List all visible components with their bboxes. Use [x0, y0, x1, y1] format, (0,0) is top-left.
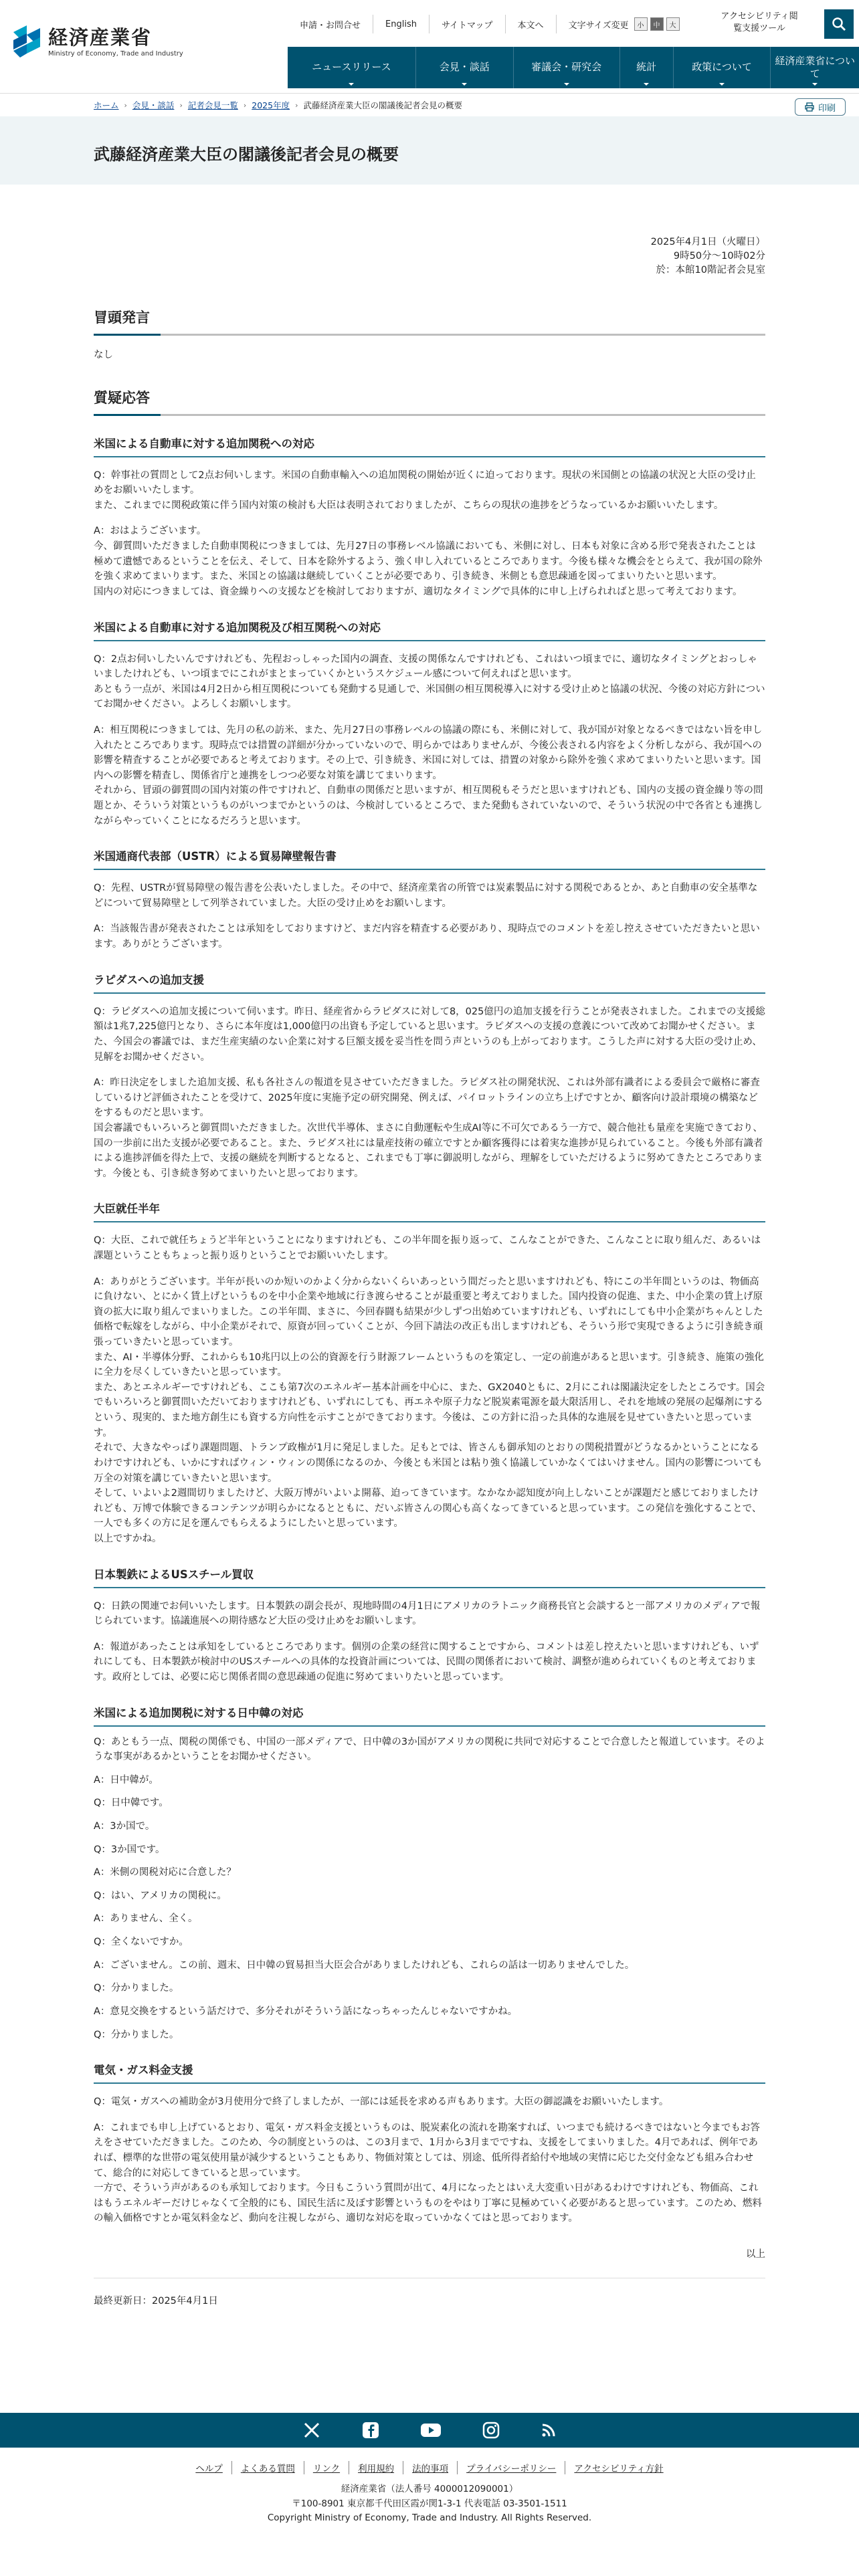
- qa-line: 今、御質問いただきました自動車関税につきましては、先月27日の事務レベル協議においても、米側に対し、日本も対象に含める形で発表されたことは極めて遺憾であるということを伝え、そして、日本を除外するよう、強く申し入れているところであります。今後も様々な機会をとらえて、我が国の除外を強く求めてまいります。また、米国との協議は継続していくことが必要であり、引き続き、米側とも意思疎通を図ってまいりたいと思います。: [94, 541, 763, 582]
- breadcrumb-separator-icon: ›: [295, 100, 298, 110]
- qa-line: A：米側の関税対応に合意した？: [94, 1867, 236, 1879]
- qa-section-heading: 大臣就任半年: [94, 1200, 765, 1222]
- printer-icon: [805, 102, 814, 112]
- logo-ja-text: 経済産業省: [48, 26, 153, 49]
- qa-paragraph: [94, 1275, 765, 1547]
- social-links: [0, 2413, 859, 2448]
- qa-paragraph: [94, 1842, 765, 1858]
- search-button[interactable]: [824, 9, 854, 39]
- qa-paragraph: [94, 881, 765, 911]
- qa-line: Q：大臣、これで就任ちょうど半年ということになりますけれども、この半年間を振り返って、こんなことができた、こんなことに取り組んだ、あるいは課題ということもちょっと振り返りということでお願いいたします。: [94, 1235, 761, 1261]
- site-footer: [0, 2413, 859, 2576]
- font-size-label: 文字サイズ変更: [568, 20, 629, 31]
- main-content: [94, 235, 765, 2307]
- footer-links: [0, 2461, 859, 2474]
- conference-meta: [94, 235, 765, 278]
- qa-paragraph: [94, 1004, 765, 1065]
- opening-text: なし: [94, 350, 113, 361]
- qa-line: Q：日中韓です。: [94, 1798, 169, 1809]
- qa-line: A：3か国で。: [94, 1821, 155, 1832]
- font-size-small-button[interactable]: 小: [634, 17, 648, 31]
- qa-paragraph: [94, 1958, 765, 1973]
- qa-paragraph: [94, 1599, 765, 1629]
- font-size-control: [557, 15, 692, 33]
- footer-org: 経済産業省（法人番号 4000012090001）: [341, 2484, 518, 2494]
- site-logo[interactable]: [11, 24, 183, 62]
- breadcrumb-separator-icon: ›: [124, 100, 127, 110]
- qa-line: A：意見交換をするという話だけで、多分それがそういう話になっちゃったんじゃないですかね。: [94, 2006, 518, 2017]
- qa-line: Q：幹事社の質問として2点お伺いします。米国の自動車輸入への追加関税の開始が近くに迫っております。現状の米国側との協議の状況と大臣の受け止めをお願いいたします。: [94, 469, 756, 496]
- qa-line: Q：電気・ガスへの補助金が3月使用分で終了しましたが、一部には延長を求める声もあります。大臣の御認識をお願いいたします。: [94, 2097, 669, 2108]
- qa-paragraph: [94, 1796, 765, 1811]
- nav-statistics[interactable]: 統計: [620, 47, 674, 88]
- footer-link-help[interactable]: ヘルプ: [187, 2461, 232, 2474]
- facebook-icon[interactable]: [361, 2421, 380, 2440]
- opening-heading: 冒頭発言: [94, 307, 765, 336]
- breadcrumb-separator-icon: ›: [243, 100, 247, 110]
- qa-paragraph: [94, 1640, 765, 1685]
- qa-line: あともう一点が、米国は4月2日から相互関税についても発動する見通しで、米国側の相互関税導入に対する受け止めと協議の状況、今後の対応方針についてお聞かせください。よろしくお願いします。: [94, 683, 765, 710]
- qa-line: それから、冒頭の御質問の国内対策の件ですけれど、自動車の関係だと思いますが、相互関税もそうだと思いますけれども、国内の支援の資金繰り等の問題とか、そういう対策というものがいつまでかというのは、今検討しているところで、また発動もされていないので、そういう状況の中で各省とも連携しながらやっていくことになるだろうと思います。: [94, 785, 763, 827]
- utility-links: [288, 9, 692, 39]
- qa-paragraph: [94, 1889, 765, 1904]
- qa-line: Q：3か国です。: [94, 1844, 165, 1855]
- qa-paragraph: [94, 1075, 765, 1181]
- page-title: 武藤経済産業大臣の閣議後記者会見の概要: [94, 145, 399, 164]
- qa-paragraph: [94, 1981, 765, 1996]
- print-button[interactable]: [795, 98, 846, 116]
- qa-paragraph: [94, 1773, 765, 1788]
- qa-line: A：相互関税につきましては、先月の私の訪米、また、先月27日の事務レベルの協議の際にも、米側に対して、我が国が対象となるべきではない旨を申し入れたところであります。現時点では措置の詳細が分かっていないので、明らかではありませんが、今後公表される内容をよく分析しながら、我が国への影響を精査することが必要であると考えております。その上で、引き続き、米国に対しては、措置の対象から除外を強く求めてまいりたいと思います。国内への影響を精査し、関係省庁と連携をしつつ必要な対策を講じてまいります。: [94, 724, 763, 781]
- conference-time: 9時50分～10時02分: [673, 251, 765, 262]
- nav-press-conferences[interactable]: 会見・談話: [416, 47, 514, 88]
- qa-line: また、あとエネルギーですけれども、ここも第7次のエネルギー基本計画を中心に、また、GX2040ともに、2月にこれは閣議決定をしたところです。国会でもいろいろと御質問いただいておりますけれども、いずれにしても、再エネや原子力など脱炭素電源を最大限活用し、それを地域の発展の起爆剤にするという、現実的、また地方創生にも資する方向性を示すことができております。今後は、この方針に沿った具体的な進展を見せていきたいと思っています。: [94, 1382, 765, 1438]
- qa-paragraph: [94, 2121, 765, 2226]
- qa-paragraph: [94, 1911, 765, 1927]
- nav-councils[interactable]: 審議会・研究会: [514, 47, 620, 88]
- qa-section-heading: 米国による自動車に対する追加関税及び相互関税への対応: [94, 619, 765, 641]
- qa-section-heading: 米国通商代表部（USTR）による貿易障壁報告書: [94, 847, 765, 870]
- footer-link-faq[interactable]: よくある質問: [232, 2461, 304, 2474]
- qa-line: 一方で、そういう声があるのも承知しております。今日もこういう質問が出て、4月になったとはいえ大変重い日があるわけですけれども、物価高、これはもうエネルギーだけじゃなくて全般的にも、国民生活に及ぼす影響というものをやはり丁寧に見極めていく必要があると思っています。このため、燃料の輸入価格ですとか電気料金など、動向を注視しながら、適切な対応を取っていかなくてはと思っております。: [94, 2183, 762, 2224]
- qa-paragraph: [94, 2004, 765, 2020]
- qa-line: Q：分かりました。: [94, 1983, 179, 1994]
- qa-paragraph: [94, 524, 765, 599]
- footer-link-privacy[interactable]: プライバシーポリシー: [458, 2461, 565, 2474]
- breadcrumb-separator-icon: ›: [179, 100, 183, 110]
- end-marker: 以上: [746, 2249, 765, 2260]
- qa-heading: 質疑応答: [94, 387, 765, 416]
- qa-line: A：これまでも申し上げているとおり、電気・ガス料金支援というものは、脱炭素化の流れを勘案すれば、いつまでも続けるべきではないと今までもお答えをさせていただきました。このため、今の制度というのは、この3月まで、1月から3月までですね、支援をしてまいりました。4月であれば、例年であれば、標準的な世帯の電気使用量が減少するということもあり、物価対策としては、別途、低所得者給付や地域の実情に応じた交付金なども組み合わせて、総合的に対応してきていると思っています。: [94, 2122, 760, 2179]
- qa-line: Q：ラピダスへの追加支援について伺います。昨日、経産省からラピダスに対して8，025億円の追加支援を行うことが発表されました。これまでの支援総額は1兆7,225億円となり、さらに本年度は1,000億円の出資も予定していると思います。ラピダスへの支援の意義について改めてお聞かせください。また、今国会の審議では、まだ生産実績のない企業に対する巨額支援を妥当性を問う声というのも上がっております。こうした声に対する大臣の受け止め、見解をお聞かせください。: [94, 1006, 765, 1063]
- qa-paragraph: [94, 922, 765, 952]
- footer-postal-address: 〒100-8901 東京都千代田区霞が関1-3-1 代表電話 03-3501-1511: [292, 2498, 567, 2509]
- qa-line: Q：日鉄の関連でお伺いいたします。日本製鉄の副会長が、現地時間の4月1日にアメリカのラトニック商務長官と会談すると一部アメリカのメディアで報じられています。協議進展への期待感など大臣の受け止めをお願いします。: [94, 1600, 761, 1627]
- util-link-sitemap[interactable]: サイトマップ: [430, 15, 506, 33]
- site-header: [0, 0, 859, 94]
- qa-line: A：ございません。この前、週末、日中韓の貿易担当大臣会合がありましたけれども、これらの話は一切ありませんでした。: [94, 1959, 635, 1971]
- qa-line: A：ありがとうございます。半年が長いのか短いのかよく分からないくらいあっという間だったと思いますけれども、特にこの半年間というのは、物価高に負けない、とにかく賃上げというものを中小企業や地域に行き渡らせることが最重要と考えておりました。国内投資の促進、また、中小企業の賃上げ原資の拡大に取り組んでまいりました。この半年間、まさに、今回春闘も結果が少しずつ出始めていますけれども、いずれにしても中小企業がちゃんとした価格で転嫁をしながら、中小企業がそれで、原資が回っていくことが、今回下請法の改正も出しますけれども、そういう形で実現できるように引き続き頑張っていきたいと思っています。: [94, 1276, 763, 1348]
- qa-line: A：当該報告書が発表されたことは承知をしておりますけど、まだ内容を精査する必要があり、現時点でのコメントを差し控えさせていただきたいと思います。ありがとうございます。: [94, 924, 760, 950]
- qa-line: 国会審議でもいろいろと御質問いただきました。次世代半導体、まさに自動運転や生成AI等に不可欠であるう一方で、競合他社も量産を実施できており、国の一歩前に出た支援が必要であること。また、ラピダス社には量産技術の確立ですとか顧客獲得には着実な進捗が見られていること。今後も外部有識者による進捗評価を得た上で、支援の継続を判断するとなると、これまでも丁寧に御説明しながら、理解をしていただけるように努めてきたところであります。今後とも、引き続き努めてまいりたいと思っております。: [94, 1122, 763, 1179]
- breadcrumb-press-list[interactable]: 記者会見一覧: [187, 100, 238, 110]
- qa-line: それで、大きなやっぱり課題問題、トランプ政権が1月に発足しました。足もとでは、皆さんも御承知のとおりの関税措置がどうなるかということになるわけですけれども、いかにすればウィン・ウィンの関係になるのか、今後とも米国とは粘り強く協議していかなくてはいけません。国内の影響についても万全の対策を講じていきたいと思います。: [94, 1442, 763, 1484]
- qa-line: 以上ですかね。: [94, 1533, 162, 1544]
- qa-sections: [94, 435, 765, 2226]
- print-label: 印刷: [818, 103, 836, 114]
- qa-section-heading: 日本製鉄によるUSスチール買収: [94, 1566, 765, 1588]
- qa-line: Q：あともう一点、関税の関係でも、中国の一部メディアで、日中韓の3か国がアメリカの関税に共同で対応することで合意したと報道しています。そのような事実があるかということをお聞かせください。: [94, 1736, 765, 1763]
- search-icon: [832, 17, 846, 31]
- meti-logo-icon: [11, 24, 43, 62]
- qa-section-heading: 米国による追加関税に対する日中韓の対応: [94, 1704, 765, 1727]
- qa-line: A：報道があったことは承知をしているところであります。個別の企業の経営に関することですから、コメントは差し控えたいと思いますけれども、いずれにしても、日本製鉄が検討中のUSスチールへの具体的な投資計画については、民間の関係者において検討、調整が進められていくものと考えております。政府としては、必要に応じ関係者間の意思疎通の促進に努めてまいりたいと思っています。: [94, 1641, 759, 1683]
- conference-date: 2025年4月1日（火曜日）: [650, 237, 765, 247]
- qa-section-heading: 電気・ガス料金支援: [94, 2061, 765, 2084]
- breadcrumb-conferences[interactable]: 会見・談話: [132, 100, 175, 110]
- qa-line: A：おはようございます。: [94, 526, 207, 537]
- util-link-english[interactable]: English: [373, 15, 430, 33]
- qa-paragraph: [94, 1935, 765, 1950]
- qa-line: A：昨日決定をしました追加支援、私も各社さんの報道を見させていただきました。ラピダス社の開発状況、これは外部有識者による委員会で厳格に審査しているけど評価されたことを受けて、2025年度に実施予定の研究開発、例えば、パイロットラインの立ち上げですとか、顧客向け設計環境の構築などをするものだと思います。: [94, 1077, 760, 1119]
- rss-icon[interactable]: [541, 2422, 557, 2438]
- nav-about-meti[interactable]: 経済産業省について: [771, 47, 859, 88]
- page-title-banner: [0, 116, 859, 185]
- qa-line: Q：分かりました。: [94, 2029, 179, 2040]
- breadcrumb-current: 武藤経済産業大臣の閣議後記者会見の概要: [303, 100, 462, 110]
- footer-copyright: Copyright Ministry of Economy, Trade and Industry. All Rights Reserved.: [267, 2512, 592, 2524]
- footer-link-accessibility[interactable]: アクセシビリティ方針: [574, 2464, 664, 2474]
- qa-paragraph: [94, 1233, 765, 1263]
- qa-paragraph: [94, 2095, 765, 2110]
- breadcrumb-fy2025[interactable]: 2025年度: [252, 100, 290, 110]
- qa-paragraph: [94, 2028, 765, 2043]
- conference-place: 於：本館10階記者会見室: [656, 265, 765, 276]
- qa-line: 国内の対応につきましては、資金繰りへの支援などを検討しておりますが、適切なタイミングで具体的に申し上げられればと思って考えております。: [94, 586, 743, 597]
- font-size-medium-button[interactable]: 中: [650, 17, 664, 31]
- font-size-large-button[interactable]: 大: [666, 17, 680, 31]
- nav-news-release[interactable]: ニュースリリース: [288, 47, 416, 88]
- qa-paragraph: [94, 652, 765, 712]
- breadcrumb-bar: [0, 94, 859, 116]
- qa-section-heading: 米国による自動車に対する追加関税への対応: [94, 435, 765, 457]
- qa-section-heading: ラピダスへの追加支援: [94, 971, 765, 994]
- qa-paragraph: [94, 1735, 765, 1765]
- logo-en-text: Ministry of Economy, Trade and Industry: [48, 50, 183, 58]
- qa-line: A：ありません、全く。: [94, 1913, 198, 1925]
- footer-address: [0, 2482, 859, 2526]
- util-link-skip-to-content[interactable]: 本文へ: [506, 15, 557, 33]
- x-icon[interactable]: [302, 2421, 321, 2440]
- qa-paragraph: [94, 1865, 765, 1881]
- global-nav: [288, 47, 859, 88]
- qa-line: Q：2点お伺いしたいんですけれども、先程おっしゃった国内の調査、支援の関係なんですけれども、これはいつ頃までに、適切なタイミングとおっしゃいましたけれども、いつ頃までにこれがまとまっていくかというスケジュール感について何えればと思います。: [94, 653, 757, 680]
- footer-link-links[interactable]: リンク: [304, 2461, 349, 2474]
- qa-paragraph: [94, 1819, 765, 1834]
- last-updated: 最終更新日：2025年4月1日: [94, 2278, 765, 2307]
- breadcrumb: [94, 99, 462, 111]
- youtube-icon[interactable]: [420, 2422, 442, 2438]
- qa-paragraph: [94, 468, 765, 514]
- qa-line: Q：全くないですか。: [94, 1937, 189, 1948]
- util-link-inquiry[interactable]: 申請・お問合せ: [288, 15, 373, 33]
- qa-paragraph: [94, 723, 765, 829]
- qa-line: A：日中韓が。: [94, 1774, 159, 1786]
- accessibility-tool-link[interactable]: アクセシビリティ閲覧支援ツール: [721, 11, 798, 33]
- nav-policy[interactable]: 政策について: [674, 47, 771, 88]
- footer-link-legal[interactable]: 法的事項: [403, 2461, 458, 2474]
- breadcrumb-home[interactable]: ホーム: [94, 100, 119, 110]
- instagram-icon[interactable]: [482, 2421, 500, 2440]
- qa-line: Q：はい、アメリカの関税に。: [94, 1890, 227, 1901]
- qa-line: Q：先程、USTRが貿易障壁の報告書を公表いたしました。その中で、経済産業省の所管では炭素製品に対する関税であるとか、あと自動車の安全基準などについて貿易障壁として列挙されていました。大臣の受け止めをお願いします。: [94, 883, 758, 909]
- qa-line: また、これまでに関税政策に伴う国内対策の検討も大臣は表明されておりましたが、こちらの現状の進捗をどうなっているかお願いいたします。: [94, 500, 724, 511]
- qa-line: そして、いよいよ2週間切りましたけど、大阪万博がいよいよ開幕、迫ってきています。なかなか認知度が向上しないことが課題だと感じておりましたけれども、万博で体験できるコンテンツが明らかになるとともに、だいぶ皆さんの関心も高くなってきていると思っています。この発信を強化することで、一人でも多くの方に足を運んでもらえるようにしたいと思っています。: [94, 1488, 762, 1529]
- footer-link-terms[interactable]: 利用規約: [349, 2461, 403, 2474]
- qa-line: また、AI・半導体分野、これからも10兆円以上の公的資源を行う財源フレームというものを策定し、一定の前進があると思います。引き続き、施策の強化に全力を尽くしていきたいと思っています。: [94, 1352, 764, 1378]
